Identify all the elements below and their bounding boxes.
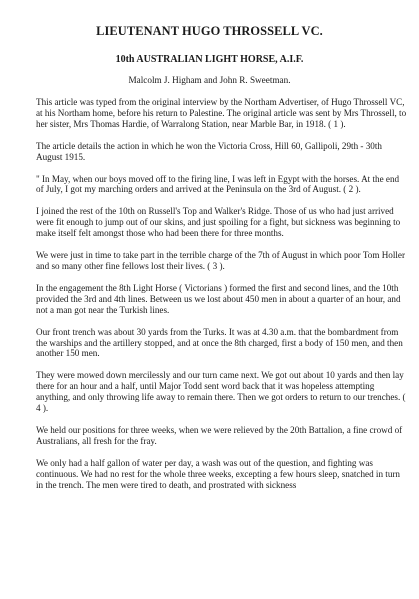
paragraph: Our front trench was about 30 yards from the Turks. It was at 4.30 a.m. that the bombardment from the warships and the artillery stopped, and at once the 8th charged, first a body of 150 men, and then another 150 men. — [36, 326, 403, 359]
paragraph: " In May, when our boys moved off to the firing line, I was left in Egypt with the horses. At the end of July, I got my marching orders and arrived at the Peninsula on the 3rd of August. ( 2 ). — [36, 173, 400, 195]
paragraph: In the engagement the 8th Light Horse ( Victorians ) formed the first and second lines, and the 10th provided the 3rd and 4th lines. Between us we lost about 450 men in about a quarter of an hour, and not a man got near the Turkish lines. — [36, 282, 401, 315]
paragraph: This article was typed from the original interview by the Northam Advertiser, of Hugo Throssell VC, at his Northam home, before his return to Palestine. The original article was sent by Mrs Throssell, to her sister, Mrs Thomas Hardie, of Warralong Station, near Marble Bar, in 1918. ( 1 ). — [36, 97, 407, 129]
paragraph: We only had a half gallon of water per day, a wash was out of the question, and fighting was continuous. We had no rest for the whole three weeks, excepting a few hours sleep, snatched in turn in the trench. The men were tired to death, and prostrated with sickness — [36, 457, 400, 490]
paragraph: We held our positions for three weeks, when we were relieved by the 20th Battalion, a fine crowd of Australians, all fresh for the fray. — [36, 424, 403, 446]
article-body — [36, 97, 408, 501]
article-authors: Malcolm J. Higham and John R. Sweetman. — [128, 75, 291, 85]
paragraph: I joined the rest of the 10th on Russell's Top and Walker's Ridge. Those of us who had just arrived were fit enough to jump out of our skins, and just spoiling for a fight, but sickness was beginning to make itself felt amongst those who had been there for three months. — [36, 206, 401, 239]
article-subtitle: 10th AUSTRALIAN LIGHT HORSE, A.I.F. — [115, 54, 304, 65]
article-title: LIEUTENANT HUGO THROSSELL VC. — [96, 24, 323, 38]
paragraph: The article details the action in which he won the Victoria Cross, Hill 60, Gallipoli, 29th - 30th August 1915. — [36, 140, 382, 162]
paragraph: They were mowed down mercilessly and our turn came next. We got out about 10 yards and then lay there for an hour and a half, until Major Todd sent word back that it was hopeless attempting anything, and only throwing life away to remain there. Then we got orders to return to our trenches. ( 4 ). — [36, 370, 406, 414]
paragraph: We were just in time to take part in the terrible charge of the 7th of August in which poor Tom Holler and so many other fine fellows lost their lives. ( 3 ). — [36, 250, 406, 271]
